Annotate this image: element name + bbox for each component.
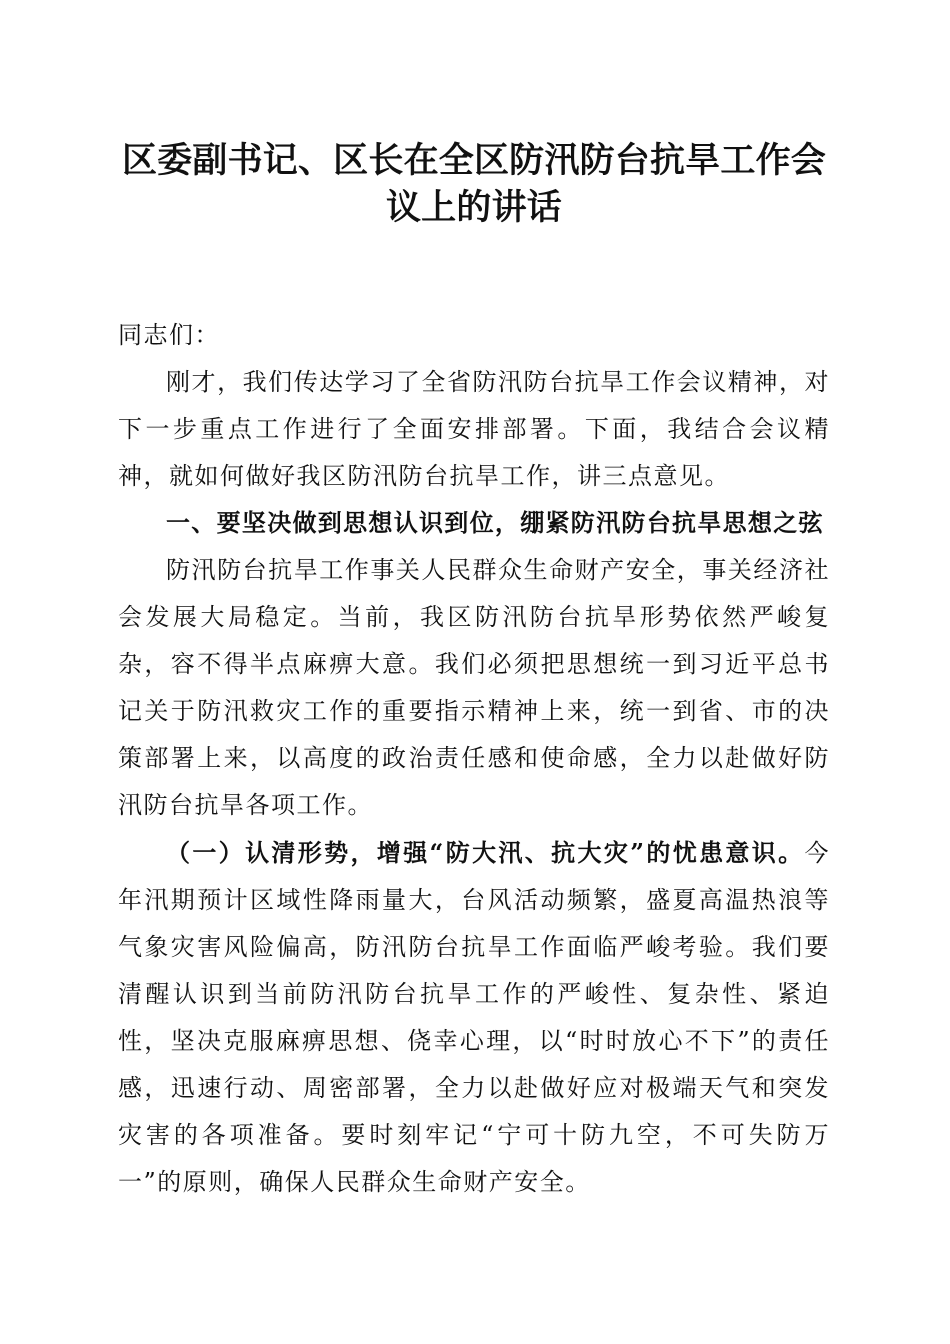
title-line-2: 议上的讲话 <box>385 188 562 228</box>
document-title <box>118 138 830 232</box>
title-line-1: 区委副书记、区长在全区防汛防台抗旱工作会 <box>121 141 826 181</box>
section-1-heading: 一、要坚决做到思想认识到位，绷紧防汛防台抗旱思想之弦 <box>166 509 824 537</box>
subsection-1-heading: （一）认清形势，增强“防大汛、抗大灾”的忧患意识。 <box>166 838 805 867</box>
greeting: 同志们： <box>118 321 220 349</box>
document-page <box>118 138 830 1206</box>
intro-paragraph: 刚才，我们传达学习了全省防汛防台抗旱工作会议精神，对下一步重点工作进行了全面安排部署。下面，我结合会议精神，就如何做好我区防汛防台抗旱工作，讲三点意见。 <box>118 368 830 490</box>
subsection-1-paragraph <box>118 829 830 1206</box>
section-1-paragraph: 防汛防台抗旱工作事关人民群众生命财产安全，事关经济社会发展大局稳定。当前，我区防汛防台抗旱形势依然严峻复杂，容不得半点麻痹大意。我们必须把思想统一到习近平总书记关于防汛救灾工作的重要指示精神上来，统一到省、市的决策部署上来，以高度的政治责任感和使命感，全力以赴做好防汛防台抗旱各项工作。 <box>118 556 830 819</box>
subsection-1-text: 今年汛期预计区域性降雨量大，台风活动频繁，盛夏高温热浪等气象灾害风险偏高，防汛防台抗旱工作面临严峻考验。我们要清醒认识到当前防汛防台抗旱工作的严峻性、复杂性、紧迫性，坚决克服麻痹思想、侥幸心理，以“时时放心不下”的责任感，迅速行动、周密部署，全力以赴做好应对极端天气和突发灾害的各项准备。要时刻牢记“宁可十防九空，不可失防万一”的原则，确保人民群众生命财产安全。 <box>118 839 830 1196</box>
